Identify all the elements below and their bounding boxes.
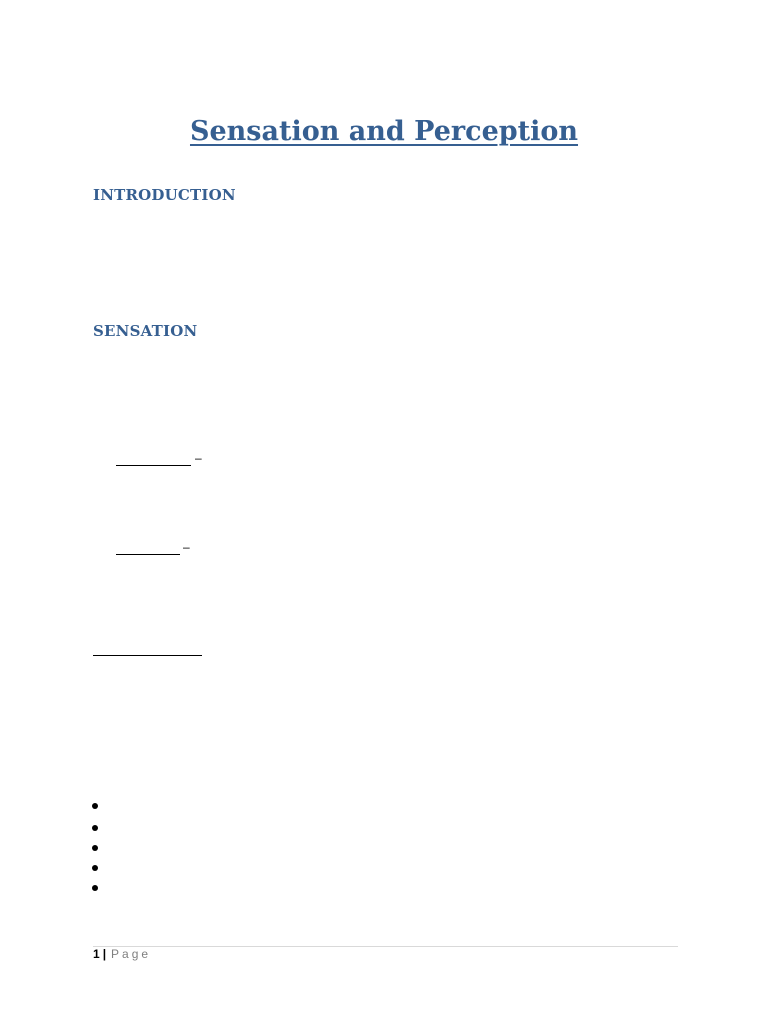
heading-introduction: INTRODUCTION bbox=[93, 186, 236, 204]
list-bullet bbox=[92, 825, 98, 831]
document-title: Sensation and Perception bbox=[189, 116, 579, 147]
footer-separator: | bbox=[102, 947, 107, 961]
blank-term-line bbox=[116, 554, 180, 555]
blank-subheading-line bbox=[93, 655, 202, 656]
list-bullet bbox=[92, 845, 98, 851]
list-bullet bbox=[92, 803, 98, 809]
blank-term-line bbox=[116, 465, 191, 466]
term-dash: – bbox=[183, 540, 190, 554]
page-footer bbox=[93, 947, 151, 961]
heading-sensation: SENSATION bbox=[93, 322, 198, 340]
page-number: 1 bbox=[93, 947, 100, 961]
term-dash: – bbox=[195, 451, 202, 465]
list-bullet bbox=[92, 865, 98, 871]
list-bullet bbox=[92, 885, 98, 891]
footer-rule bbox=[93, 946, 678, 947]
page-label: Page bbox=[111, 947, 152, 961]
